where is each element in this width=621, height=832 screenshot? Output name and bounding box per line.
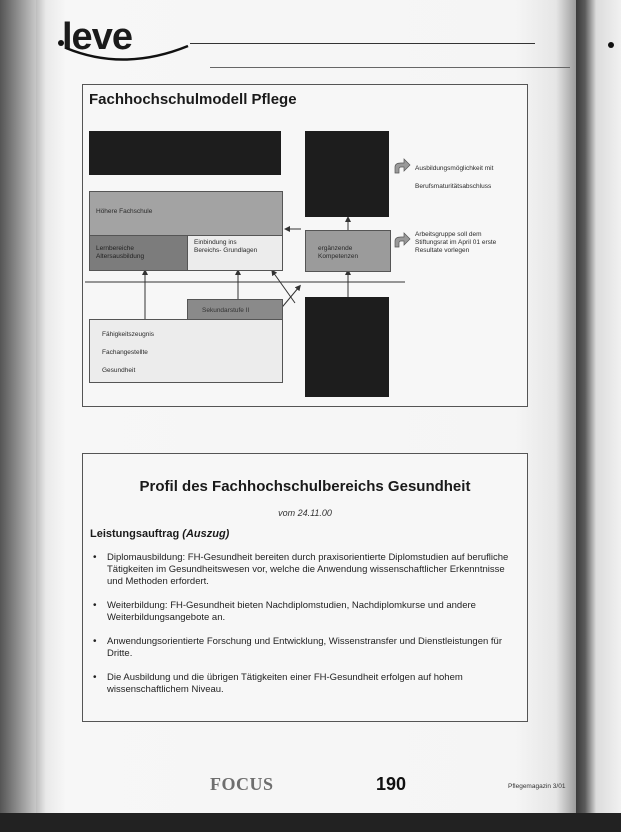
diagram-dark-box-bottom-right: [305, 297, 389, 397]
profile-date: vom 24.11.00: [278, 508, 332, 518]
bottom-shadow-bar: [0, 813, 621, 832]
diagram-dark-box-top-right: [305, 131, 389, 217]
profile-panel: [82, 453, 528, 722]
profile-subtitle-italic: (Auszug): [182, 528, 230, 540]
profile-list: [91, 552, 511, 708]
header-rule-secondary: [210, 67, 570, 68]
diagram-box-lower-small: Sekundarstufe II: [187, 299, 283, 321]
logo: leve: [62, 16, 132, 58]
footer-page-number: 190: [376, 774, 407, 794]
diagram-box-lower-main: Fähigkeitszeugnis Fachangestellte Gesundheit: [89, 319, 283, 383]
list-item: • Anwendungsorientierte Forschung und Entwicklung, Wissenstransfer und Dienstleistungen für Dritte.: [91, 636, 511, 660]
next-page-dot: [608, 42, 614, 48]
diagram-right-text-1: Ausbildungsmöglichkeit mit: [415, 165, 494, 172]
diagram-box-ergaenzende: ergänzende Kompetenzen: [305, 230, 391, 272]
footer-issue: Pflegemagazin 3/01: [508, 783, 566, 790]
logo-swoosh-icon: [64, 42, 194, 66]
diagram-title: Fachhochschulmodell Pflege: [89, 91, 297, 108]
diagram-panel: [82, 84, 528, 407]
curved-arrow-icon: [393, 157, 411, 175]
profile-subtitle: [90, 528, 229, 540]
diagram-box-middle: Einbindung ins Bereichs- Grundlagen: [187, 235, 283, 271]
footer-magazine: FOCUS: [210, 774, 274, 794]
list-item: • Weiterbildung: FH-Gesundheit bieten Nachdiplomstudien, Nachdiplomkurse und andere Weiterbildungsangebote an.: [91, 600, 511, 624]
profile-subtitle-main: Leistungsauftrag: [90, 528, 180, 540]
diagram-box-hoehere-fachschule: Höhere Fachschule: [89, 191, 283, 237]
curved-arrow-icon: [393, 231, 411, 249]
diagram-right-text-2: Berufsmaturitätsabschluss: [415, 183, 492, 190]
diagram-box-left-middle: Lernbereiche Altersausbildung: [89, 235, 189, 271]
profile-title: Profil des Fachhochschulbereichs Gesundheit: [139, 478, 471, 495]
diagram-right-text-3: Arbeitsgruppe soll dem Stiftungsrat im April 01 erste Resultate vorlegen: [415, 231, 497, 254]
page-right-shadow: [576, 0, 621, 832]
header-rule: [190, 43, 535, 44]
diagram-dark-box-top-left: [89, 131, 281, 175]
list-item: • Die Ausbildung und die übrigen Tätigkeiten einer FH-Gesundheit erfolgen auf hohem wissenschaftlichem Niveau.: [91, 672, 511, 696]
list-item: • Diplomausbildung: FH-Gesundheit bereiten durch praxisorientierte Diplomstudien auf berufliche Tätigkeiten im Gesundheitswesen vor, welche die Anwendung wissenschaftlicher Erkenntnisse und Methoden erfordert.: [91, 552, 511, 588]
page-left-shadow: [0, 0, 36, 832]
